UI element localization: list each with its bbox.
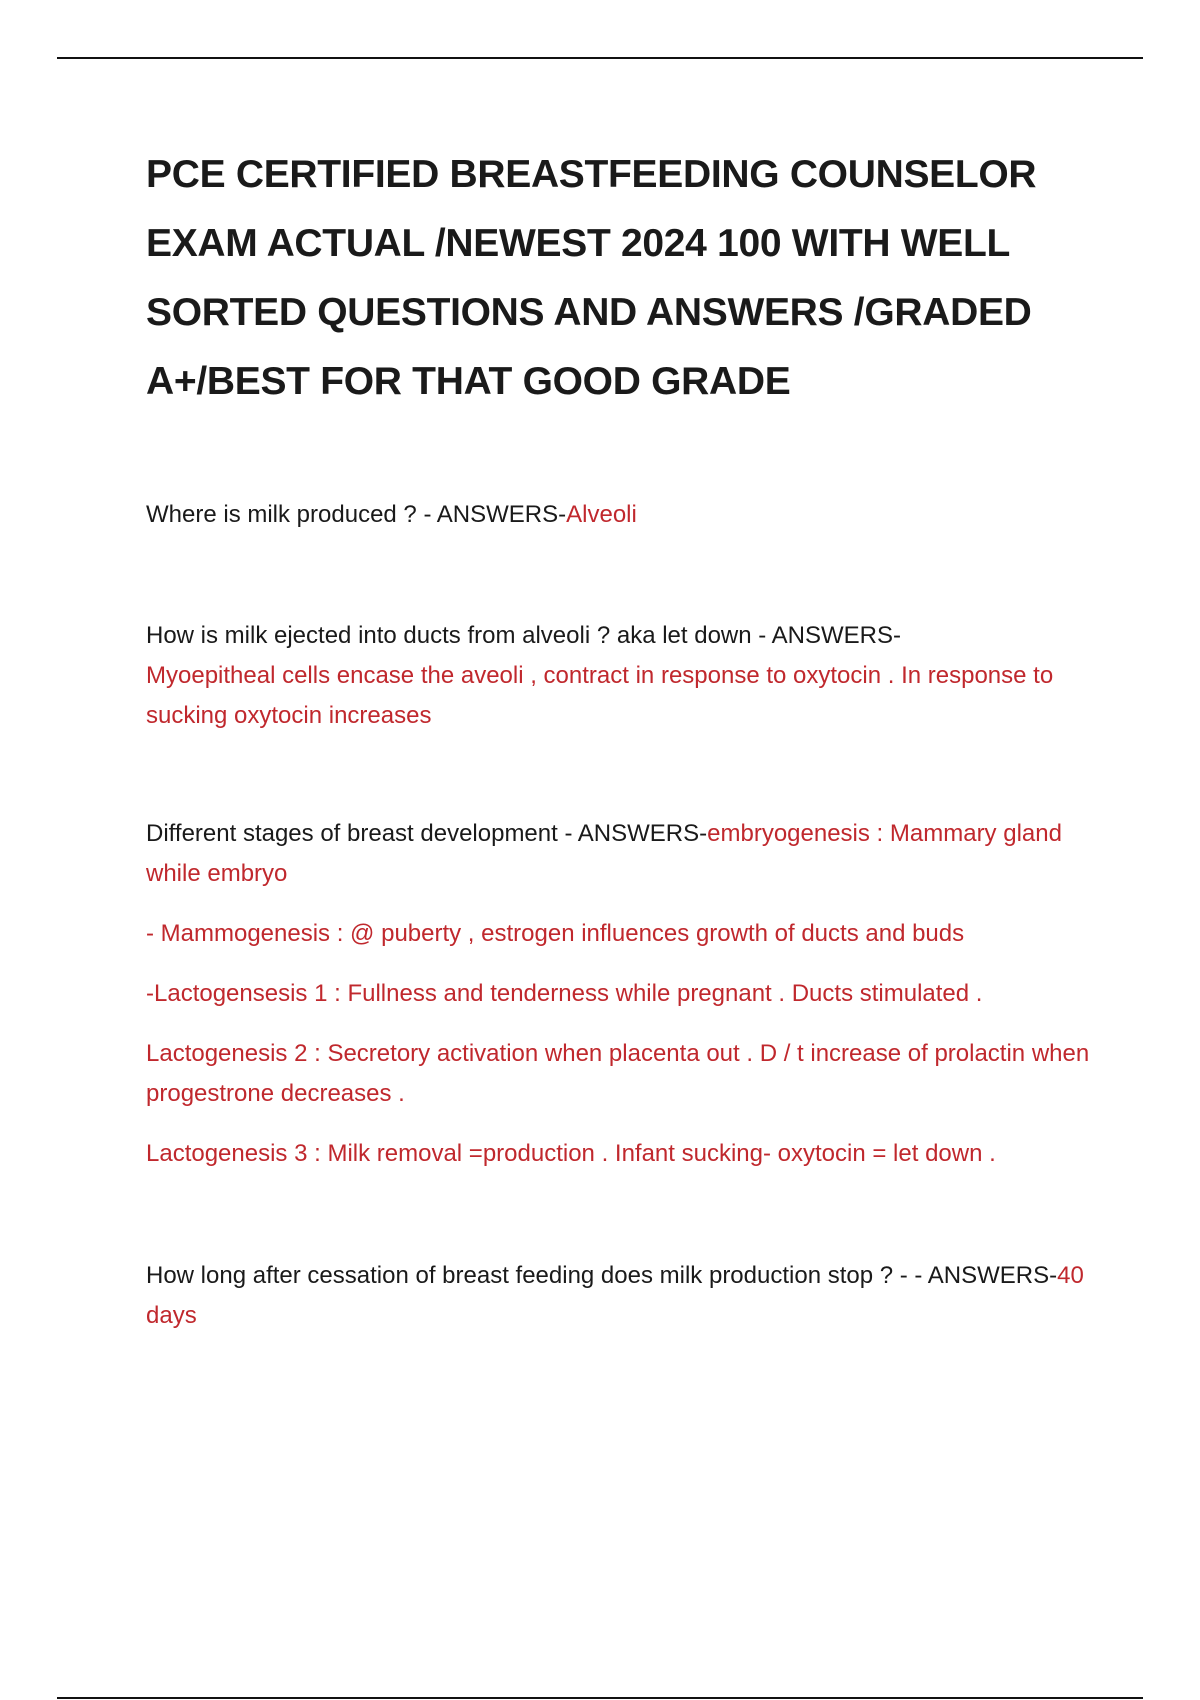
answer-text: embryogenesis : Mammary gland while embryo — [146, 820, 1062, 887]
question-text: Different stages of breast development - ANSWERS- — [146, 820, 708, 847]
answer-text: Alveoli — [566, 501, 637, 528]
answer-text: Myoepitheal cells encase the aveoli , contract in response to oxytocin . In response to sucking oxytocin increases — [146, 662, 1054, 729]
answer-continuation: -Lactogensesis 1 : Fullness and tenderness while pregnant . Ducts stimulated . — [146, 980, 983, 1007]
qa-item — [146, 814, 1096, 1174]
qa-item — [146, 495, 1096, 535]
answer-continuation: - Mammogenesis : @ puberty , estrogen influences growth of ducts and buds — [146, 920, 965, 947]
qa-item — [146, 1256, 1096, 1336]
qa-item — [146, 616, 1096, 736]
bottom-rule — [57, 1697, 1143, 1699]
answer-text: 40 days — [146, 1262, 1084, 1329]
qa-paragraph — [146, 616, 1096, 736]
answer-continuation: Lactogenesis 3 : Milk removal =production . Infant sucking- oxytocin = let down . — [146, 1140, 996, 1167]
qa-paragraph — [146, 495, 1096, 535]
question-text: How is milk ejected into ducts from alveoli ? aka let down - ANSWERS- — [146, 622, 901, 649]
top-rule — [57, 57, 1143, 59]
qa-paragraph — [146, 814, 1096, 894]
answer-continuation: Lactogenesis 2 : Secretory activation when placenta out . D / t increase of prolactin when progestrone decreases . — [146, 1040, 1090, 1107]
qa-paragraph — [146, 1256, 1096, 1336]
document-body — [146, 140, 1096, 1329]
document-title: PCE CERTIFIED BREASTFEEDING COUNSELOR EXAM ACTUAL /NEWEST 2024 100 WITH WELL SORTED QUESTIONS AND ANSWERS /GRADED A+/BEST FOR THAT GOOD GRADE — [146, 153, 1037, 403]
question-text: How long after cessation of breast feeding does milk production stop ? - - ANSWERS- — [146, 1262, 1058, 1289]
question-text: Where is milk produced ? - ANSWERS- — [146, 501, 567, 528]
